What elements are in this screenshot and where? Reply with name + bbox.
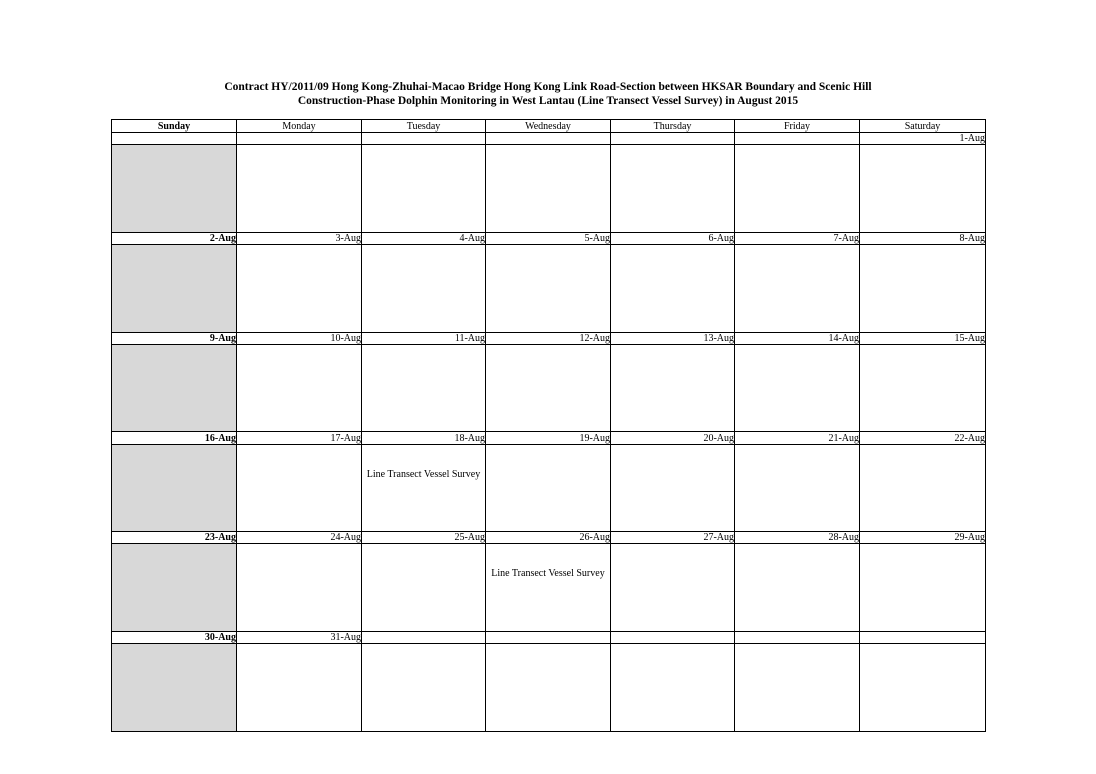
date-row — [112, 133, 986, 145]
weekday-header-row — [112, 120, 986, 133]
day-cell — [362, 544, 486, 632]
date-label: 27-Aug — [611, 532, 735, 544]
day-cell-row — [112, 344, 986, 432]
day-cell — [486, 544, 611, 632]
date-row — [112, 632, 986, 644]
date-label: 22-Aug — [860, 432, 986, 444]
day-cell — [362, 145, 486, 233]
document-title-line-2: Construction-Phase Dolphin Monitoring in West Lantau (Line Transect Vessel Survey) in August 2015 — [297, 95, 799, 107]
day-cell — [362, 344, 486, 432]
day-cell — [611, 344, 735, 432]
date-label: 3-Aug — [237, 232, 362, 244]
date-label: 31-Aug — [237, 632, 362, 644]
date-label: 14-Aug — [735, 332, 860, 344]
weekday-header: Monday — [237, 120, 362, 133]
date-label: 7-Aug — [735, 232, 860, 244]
day-cell-row — [112, 145, 986, 233]
day-cell — [860, 145, 986, 233]
document-title-line-1: Contract HY/2011/09 Hong Kong-Zhuhai-Macao Bridge Hong Kong Link Road-Section between HKSAR Boundary and Scenic Hill — [224, 81, 872, 93]
date-label — [735, 632, 860, 644]
day-cell — [237, 544, 362, 632]
date-label: 8-Aug — [860, 232, 986, 244]
day-cell — [112, 244, 237, 332]
date-row — [112, 532, 986, 544]
date-label: 26-Aug — [486, 532, 611, 544]
date-label: 24-Aug — [237, 532, 362, 544]
day-cell-row — [112, 244, 986, 332]
day-cell — [486, 344, 611, 432]
date-row — [112, 332, 986, 344]
day-cell — [735, 644, 860, 732]
date-label: 12-Aug — [486, 332, 611, 344]
date-label: 11-Aug — [362, 332, 486, 344]
date-label: 6-Aug — [611, 232, 735, 244]
day-cell — [237, 644, 362, 732]
day-cell — [735, 244, 860, 332]
date-row — [112, 232, 986, 244]
date-label: 25-Aug — [362, 532, 486, 544]
date-label — [860, 632, 986, 644]
day-cell — [860, 544, 986, 632]
day-cell — [112, 544, 237, 632]
weekday-header: Wednesday — [486, 120, 611, 133]
date-label: 15-Aug — [860, 332, 986, 344]
day-cell — [486, 244, 611, 332]
weekday-header: Tuesday — [362, 120, 486, 133]
date-label: 16-Aug — [112, 432, 237, 444]
day-cell — [735, 344, 860, 432]
event-label: Line Transect Vessel Survey — [366, 468, 481, 480]
date-label: 13-Aug — [611, 332, 735, 344]
date-row — [112, 432, 986, 444]
day-cell — [486, 444, 611, 532]
date-label: 10-Aug — [237, 332, 362, 344]
date-label: 1-Aug — [860, 133, 986, 145]
day-cell — [860, 444, 986, 532]
date-label — [611, 632, 735, 644]
day-cell — [486, 145, 611, 233]
date-label — [486, 632, 611, 644]
event-label: Line Transect Vessel Survey — [491, 568, 605, 580]
day-cell — [611, 244, 735, 332]
day-cell-row — [112, 644, 986, 732]
day-cell — [611, 644, 735, 732]
weekday-header: Saturday — [860, 120, 986, 133]
date-label — [362, 632, 486, 644]
day-cell — [362, 444, 486, 532]
day-cell — [735, 544, 860, 632]
day-cell — [237, 344, 362, 432]
day-cell — [237, 145, 362, 233]
date-label: 2-Aug — [112, 232, 237, 244]
calendar-table — [111, 119, 986, 732]
date-label — [237, 133, 362, 145]
date-label — [735, 133, 860, 145]
weekday-header: Thursday — [611, 120, 735, 133]
date-label: 20-Aug — [611, 432, 735, 444]
date-label: 30-Aug — [112, 632, 237, 644]
day-cell — [112, 444, 237, 532]
weekday-header: Friday — [735, 120, 860, 133]
date-label: 21-Aug — [735, 432, 860, 444]
day-cell — [735, 444, 860, 532]
date-label: 17-Aug — [237, 432, 362, 444]
date-label: 4-Aug — [362, 232, 486, 244]
day-cell — [611, 145, 735, 233]
date-label: 5-Aug — [486, 232, 611, 244]
day-cell — [860, 644, 986, 732]
day-cell — [362, 244, 486, 332]
date-label — [611, 133, 735, 145]
day-cell — [611, 444, 735, 532]
day-cell-row — [112, 544, 986, 632]
date-label — [362, 133, 486, 145]
day-cell — [112, 644, 237, 732]
day-cell — [611, 544, 735, 632]
day-cell — [362, 644, 486, 732]
date-label: 9-Aug — [112, 332, 237, 344]
date-label: 28-Aug — [735, 532, 860, 544]
date-label — [112, 133, 237, 145]
day-cell-row — [112, 444, 986, 532]
date-label — [486, 133, 611, 145]
day-cell — [486, 644, 611, 732]
day-cell — [860, 244, 986, 332]
day-cell — [112, 145, 237, 233]
day-cell — [860, 344, 986, 432]
date-label: 19-Aug — [486, 432, 611, 444]
weekday-header: Sunday — [112, 120, 237, 133]
date-label: 18-Aug — [362, 432, 486, 444]
date-label: 29-Aug — [860, 532, 986, 544]
day-cell — [237, 444, 362, 532]
date-label: 23-Aug — [112, 532, 237, 544]
day-cell — [237, 244, 362, 332]
day-cell — [112, 344, 237, 432]
day-cell — [735, 145, 860, 233]
